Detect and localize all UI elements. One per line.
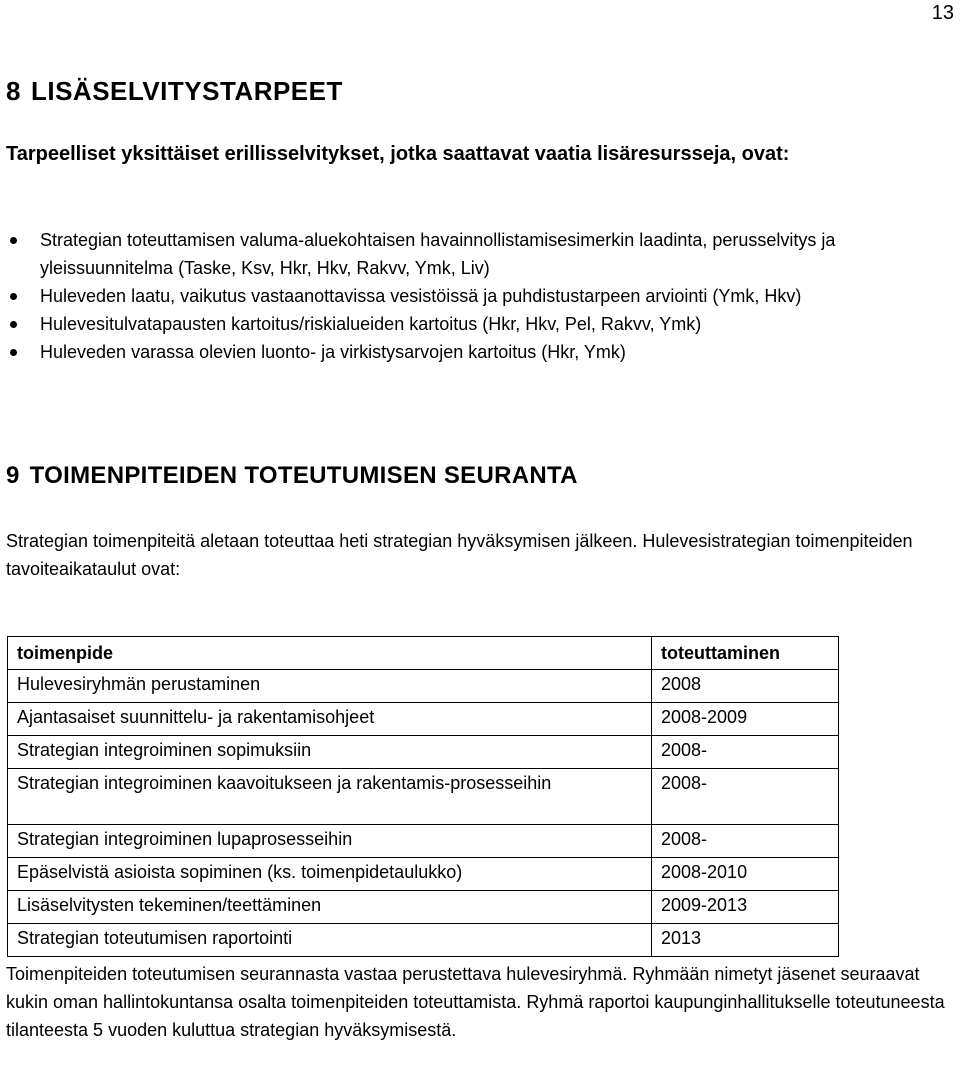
section-8-title: LISÄSELVITYSTARPEET: [30, 76, 343, 106]
action-cell: Strategian integroiminen lupaprosesseihin: [8, 825, 652, 858]
list-item: [0, 282, 950, 310]
bullet-icon: [10, 349, 17, 356]
section-8-number: 8: [6, 76, 21, 106]
action-cell: Strategian integroiminen sopimuksiin: [8, 736, 652, 769]
section-9-number: 9: [6, 462, 20, 489]
table-header-row: [8, 637, 839, 670]
action-cell: Strategian toteutumisen raportointi: [8, 924, 652, 957]
schedule-cell: 2008-: [652, 736, 839, 769]
table-row: [8, 924, 839, 957]
bullet-icon: [10, 321, 17, 328]
schedule-cell: 2009-2013: [652, 891, 839, 924]
action-cell: Hulevesiryhmän perustaminen: [8, 670, 652, 703]
schedule-cell: 2008-2009: [652, 703, 839, 736]
section-9-title: TOIMENPITEIDEN TOTEUTUMISEN SEURANTA: [29, 462, 578, 489]
list-item: [0, 310, 950, 338]
page-number: 13: [931, 2, 954, 24]
table-row: [8, 703, 839, 736]
table-row: [8, 858, 839, 891]
list-item-text: Hulevesitulvatapausten kartoitus/riskialueiden kartoitus (Hkr, Hkv, Pel, Rakvv, Ymk): [40, 314, 702, 334]
list-item-text: Strategian toteuttamisen valuma-aluekohtaisen havainnollistamisesimerkin laadinta, perusselvitys ja yleissuunnitelma (Taske, Ksv, Hkr, Hkv, Rakvv, Ymk, Liv): [40, 230, 836, 278]
column-header-schedule: toteuttaminen: [652, 637, 839, 670]
list-item: [0, 338, 950, 366]
schedule-cell: 2008-: [652, 825, 839, 858]
list-item-text: Huleveden varassa olevien luonto- ja virkistysarvojen kartoitus (Hkr, Ymk): [40, 342, 626, 362]
action-cell: Strategian integroiminen kaavoitukseen ja rakentamis-prosesseihin: [8, 769, 652, 825]
table-row: [8, 891, 839, 924]
table-row: [8, 769, 839, 825]
schedule-cell: 2013: [652, 924, 839, 957]
schedule-table: [7, 636, 839, 957]
section-9-outro: Toimenpiteiden toteutumisen seurannasta vastaa perustettava hulevesiryhmä. Ryhmään nimetyt jäsenet seuraavat kukin oman hallintokuntansa osalta toimenpiteiden toteuttamista. Ryhmä raportoi kaupunginhallitukselle toteutuneesta tilanteesta 5 vuoden kuluttua strategian hyväksymisestä.: [6, 964, 945, 1040]
list-item-text: Huleveden laatu, vaikutus vastaanottavissa vesistöissä ja puhdistustarpeen arviointi (Ymk, Hkv): [40, 286, 802, 306]
schedule-cell: 2008-2010: [652, 858, 839, 891]
action-cell: Lisäselvitysten tekeminen/teettäminen: [8, 891, 652, 924]
section-9-intro: Strategian toimenpiteitä aletaan toteuttaa heti strategian hyväksymisen jälkeen. Hulevesistrategian toimenpiteiden tavoiteaikataulut ovat:: [6, 531, 913, 579]
table-row: [8, 736, 839, 769]
table-row: [8, 825, 839, 858]
section-8-heading: [6, 76, 343, 107]
section-8-subtitle: Tarpeelliset yksittäiset erillisselvitykset, jotka saattavat vaatia lisäresursseja, ovat:: [6, 143, 790, 165]
bullet-icon: [10, 293, 17, 300]
list-item: [0, 226, 950, 282]
schedule-cell: 2008: [652, 670, 839, 703]
studies-list: [0, 226, 950, 366]
action-cell: Ajantasaiset suunnittelu- ja rakentamisohjeet: [8, 703, 652, 736]
bullet-icon: [10, 237, 17, 244]
column-header-action: toimenpide: [8, 637, 652, 670]
table-row: [8, 670, 839, 703]
section-9-heading: [6, 462, 578, 490]
schedule-cell: 2008-: [652, 769, 839, 825]
action-cell: Epäselvistä asioista sopiminen (ks. toimenpidetaulukko): [8, 858, 652, 891]
